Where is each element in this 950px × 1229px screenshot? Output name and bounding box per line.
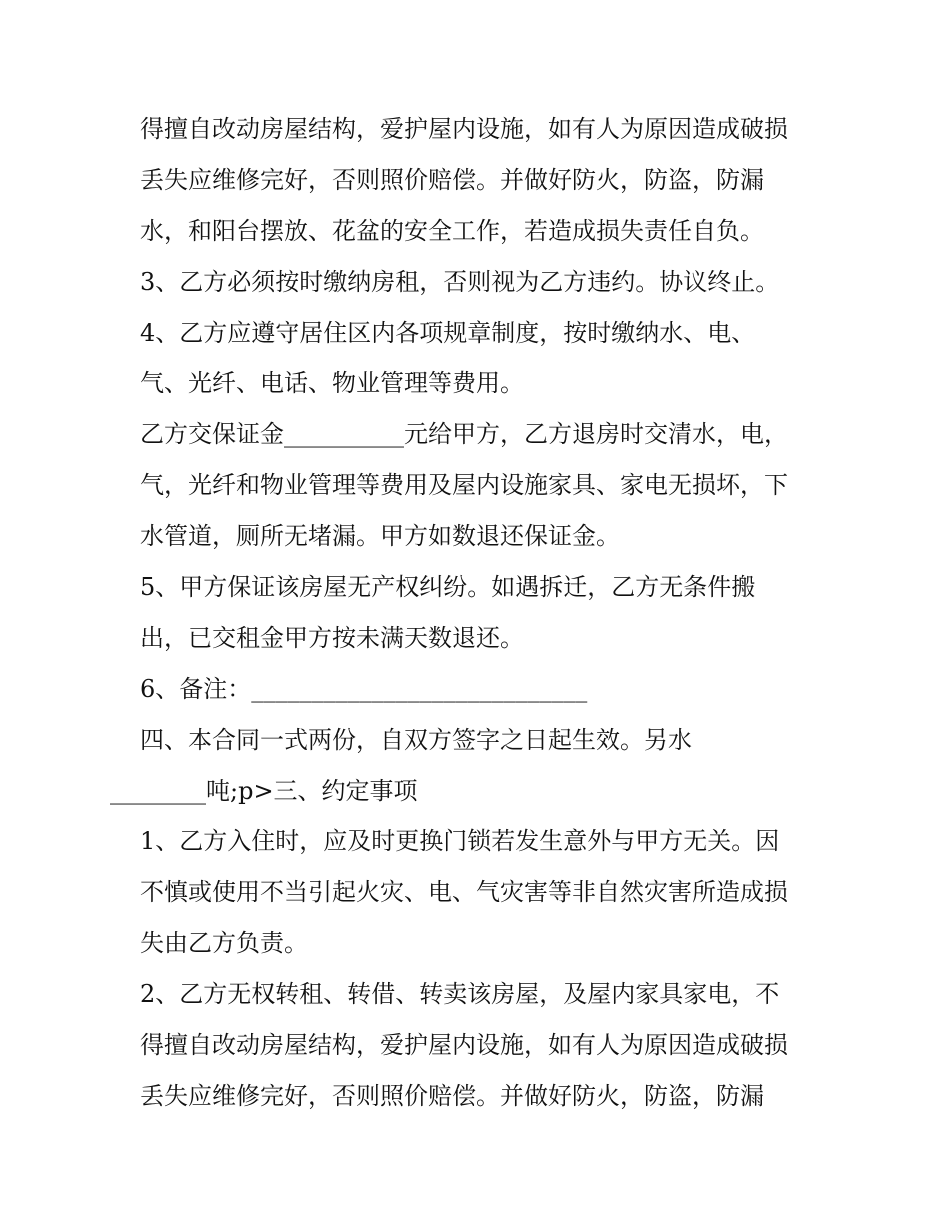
text-line-20: 丢失应维修完好，否则照价赔偿。并做好防火，防盗，防漏	[140, 1081, 764, 1110]
text-line-13: 四、本合同一式两份，自双方签字之日起生效。另水	[140, 725, 692, 754]
text-line-4: 3、乙方必须按时缴纳房租，否则视为乙方违约。协议终止。	[140, 267, 780, 296]
text-line-19: 得擅自改动房屋结构，爱护屋内设施，如有人为原因造成破损	[140, 1031, 788, 1060]
text-line-18: 2、乙方无权转租、转借、转卖该房屋，及屋内家具家电，不	[140, 980, 780, 1009]
text-line-6: 气、光纤、电话、物业管理等费用。	[140, 369, 524, 398]
text-line-11: 出，已交租金甲方按未满天数退还。	[140, 623, 524, 652]
text-line-8: 气，光纤和物业管理等费用及屋内设施家具、家电无损坏，下	[140, 471, 788, 500]
text-line-1: 得擅自改动房屋结构，爱护屋内设施，如有人为原因造成破损	[140, 115, 788, 143]
text-line-9: 水管道，厕所无堵漏。甲方如数退还保证金。	[140, 522, 620, 551]
text-line-3: 水，和阳台摆放、花盆的安全工作，若造成损失责任自负。	[140, 216, 764, 245]
text-line-12: 6、备注：____________________________	[140, 674, 588, 703]
text-line-5: 4、乙方应遵守居住区内各项规章制度，按时缴纳水、电、	[140, 318, 756, 347]
text-line-2: 丢失应维修完好，否则照价赔偿。并做好防火，防盗，防漏	[140, 165, 764, 194]
text-line-14: ________吨;p>三、约定事项	[110, 776, 418, 805]
text-line-10: 5、甲方保证该房屋无产权纠纷。如遇拆迁，乙方无条件搬	[140, 573, 756, 602]
text-line-17: 失由乙方负责。	[140, 929, 308, 958]
text-line-7: 乙方交保证金__________元给甲方，乙方退房时交清水，电，	[140, 420, 788, 449]
text-line-16: 不慎或使用不当引起火灾、电、气灾害等非自然灾害所造成损	[140, 878, 788, 907]
contract-text	[110, 104, 820, 1122]
text-line-15: 1、乙方入住时，应及时更换门锁若发生意外与甲方无关。因	[140, 827, 780, 856]
